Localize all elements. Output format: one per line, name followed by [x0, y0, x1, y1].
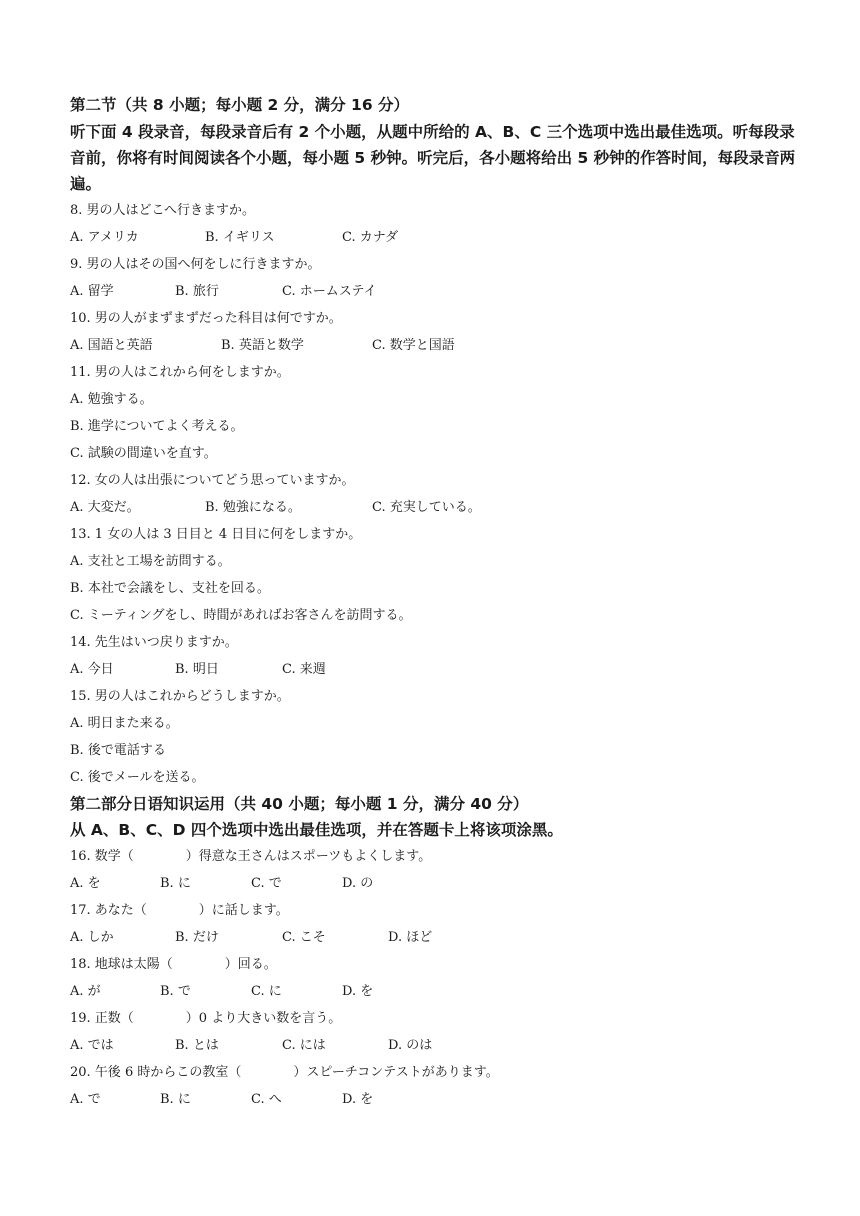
options-row — [70, 332, 800, 359]
option-a: A. アメリカ — [70, 230, 139, 245]
option-c: C. 後でメールを送る。 — [70, 770, 205, 785]
question-stem: 11. 男の人はこれから何をしますか。 — [70, 365, 290, 380]
option-b: B. 進学についてよく考える。 — [70, 419, 244, 434]
option-b: B. だけ — [175, 930, 219, 945]
option-c: C. 数学と国語 — [372, 338, 455, 353]
option-b: B. に — [160, 876, 191, 891]
question-stem: 20. 午後 6 時からこの教室（ ）スピーチコンテストがあります。 — [70, 1065, 499, 1080]
option-c: C. 試験の間違いを直す。 — [70, 446, 217, 461]
option-b: B. 本社で会議をし、支社を回る。 — [70, 581, 270, 596]
options-row — [70, 1032, 800, 1059]
option-a: A. 今日 — [70, 662, 114, 677]
options-row — [70, 924, 800, 951]
option-b: B. イギリス — [205, 230, 275, 245]
options-row — [70, 978, 800, 1005]
option-b: B. とは — [175, 1038, 219, 1053]
option-b: B. 勉強になる。 — [205, 500, 301, 515]
section-instruction: 听下面 4 段录音，每段录音后有 2 个小题，从题中所给的 A、B、C 三个选项中选出最佳选项。听每段录音前，你将有时间阅读各个小题，每小题 5 秒钟。听完后，各小题将给出 5 秒钟的作答时间，每段录音两遍。 — [70, 123, 796, 193]
question-stem: 10. 男の人がまずまずだった科目は何ですか。 — [70, 311, 342, 326]
section-heading: 第二节（共 8 小题；每小题 2 分，满分 16 分） — [70, 96, 410, 114]
question-stem: 14. 先生はいつ戻りますか。 — [70, 635, 238, 650]
option-c: C. カナダ — [342, 230, 399, 245]
option-d: D. ほど — [388, 930, 433, 945]
options-row — [70, 494, 800, 521]
option-c: C. に — [251, 984, 282, 999]
option-a: A. 大変だ。 — [70, 500, 140, 515]
option-d: D. を — [342, 984, 374, 999]
question-stem: 18. 地球は太陽（ ）回る。 — [70, 957, 277, 972]
option-a: A. 明日また来る。 — [70, 716, 179, 731]
option-c: C. へ — [251, 1092, 282, 1107]
option-b: B. 明日 — [175, 662, 219, 677]
part-heading: 第二部分日语知识运用（共 40 小题；每小题 1 分，满分 40 分） — [70, 795, 529, 813]
part-instruction: 从 A、B、C、D 四个选项中选出最佳选项，并在答题卡上将该项涂黑。 — [70, 821, 563, 839]
option-c: C. には — [282, 1038, 326, 1053]
question-stem: 12. 女の人は出張についてどう思っていますか。 — [70, 473, 355, 488]
options-row — [70, 1086, 800, 1113]
option-a: A. が — [70, 984, 101, 999]
question-stem: 8. 男の人はどこへ行きますか。 — [70, 203, 256, 218]
option-b: B. 後で電話する — [70, 743, 166, 758]
option-c: C. 来週 — [282, 662, 326, 677]
question-stem: 15. 男の人はこれからどうしますか。 — [70, 689, 290, 704]
option-c: C. 充実している。 — [372, 500, 481, 515]
option-a: A. 勉強する。 — [70, 392, 153, 407]
option-b: B. 旅行 — [175, 284, 219, 299]
option-b: B. で — [160, 984, 191, 999]
question-stem: 16. 数学（ ）得意な王さんはスポーツもよくします。 — [70, 849, 432, 864]
option-a: A. しか — [70, 930, 114, 945]
option-b: B. に — [160, 1092, 191, 1107]
exam-page — [70, 92, 800, 1113]
option-c: C. ミーティングをし、時間があればお客さんを訪問する。 — [70, 608, 412, 623]
option-b: B. 英語と数学 — [221, 338, 304, 353]
question-stem: 17. あなた（ ）に話します。 — [70, 903, 289, 918]
option-a: A. 支社と工場を訪問する。 — [70, 554, 231, 569]
option-d: D. を — [342, 1092, 374, 1107]
option-c: C. こそ — [282, 930, 326, 945]
options-row — [70, 870, 800, 897]
question-stem: 13. 1 女の人は 3 日目と 4 日目に何をしますか。 — [70, 527, 362, 542]
option-a: A. では — [70, 1038, 114, 1053]
option-a: A. で — [70, 1092, 101, 1107]
options-row — [70, 656, 800, 683]
option-d: D. の — [342, 876, 374, 891]
option-a: A. 国語と英語 — [70, 338, 153, 353]
question-stem: 9. 男の人はその国へ何をしに行きますか。 — [70, 257, 321, 272]
option-c: C. で — [251, 876, 282, 891]
option-a: A. を — [70, 876, 101, 891]
question-stem: 19. 正数（ ）0 より大きい数を言う。 — [70, 1011, 342, 1026]
option-c: C. ホームステイ — [282, 284, 377, 299]
option-d: D. のは — [388, 1038, 433, 1053]
option-a: A. 留学 — [70, 284, 114, 299]
options-row — [70, 278, 800, 305]
options-row — [70, 224, 800, 251]
